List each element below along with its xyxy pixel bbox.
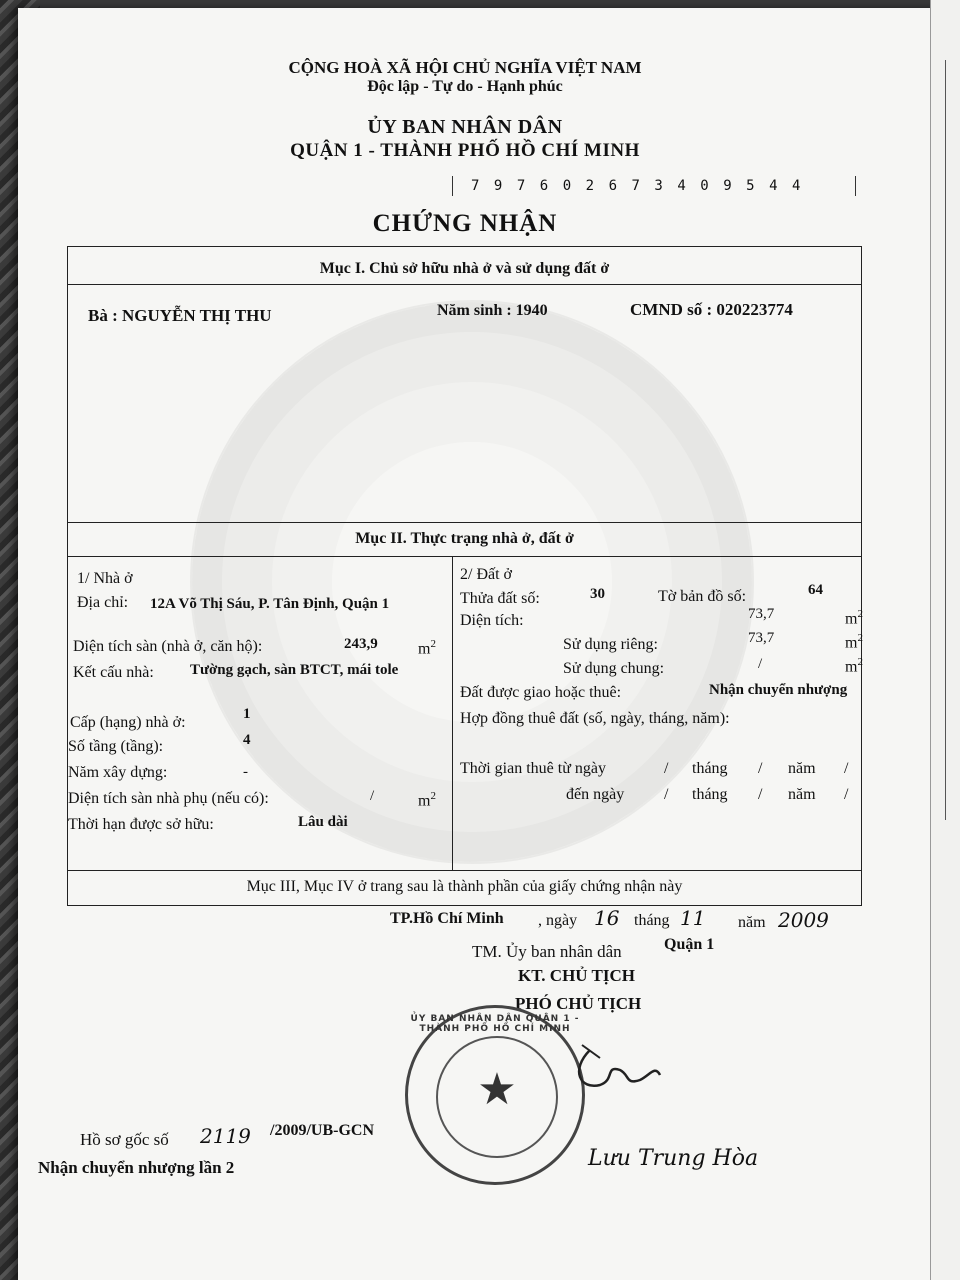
signer-role-2: PHÓ CHỦ TỊCH	[515, 994, 642, 1013]
aux-area-label: Diện tích sàn nhà phụ (nếu có):	[68, 790, 269, 807]
divider	[67, 556, 862, 557]
map-sheet-value: 64	[808, 582, 823, 598]
lease-to-month: /	[758, 786, 763, 803]
lease-from-month: /	[758, 760, 763, 777]
authority-district: QUẬN 1 - THÀNH PHỐ HỒ CHÍ MINH	[290, 140, 640, 161]
parcel-value: 30	[590, 586, 605, 602]
structure-label: Kết cấu nhà:	[73, 664, 154, 681]
section-1-heading: Mục I. Chủ sở hữu nhà ở và sử dụng đất ở	[319, 260, 610, 277]
lease-to-month-label: tháng	[692, 786, 728, 803]
sign-month: 11	[680, 906, 706, 930]
adjacent-page	[930, 0, 960, 1280]
year-built-value: -	[243, 764, 248, 780]
record-number: 2119	[200, 1124, 251, 1148]
district-label: Quận 1	[664, 936, 715, 953]
divider	[67, 870, 862, 871]
document-title: CHỨNG NHẬN	[372, 210, 558, 237]
private-use-value: 73,7	[748, 630, 775, 646]
grade-label: Cấp (hạng) nhà ở:	[70, 714, 186, 731]
country-name: CỘNG HOÀ XÃ HỘI CHỦ NGHĨA VIỆT NAM	[288, 58, 642, 77]
birth-year: Năm sinh : 1940	[437, 302, 548, 319]
land-area-value: 73,7	[748, 606, 775, 622]
lease-to-year: /	[844, 786, 849, 803]
lease-to-year-label: năm	[788, 786, 816, 803]
lease-from-month-label: tháng	[692, 760, 728, 777]
day-label: , ngày	[538, 912, 578, 929]
land-area-unit: $m^2$	[845, 608, 863, 628]
authority-name: ỦY BAN NHÂN DÂN	[367, 116, 563, 138]
address-value: 12A Võ Thị Sáu, P. Tân Định, Quận 1	[150, 596, 390, 612]
storeys-label: Số tầng (tầng):	[68, 738, 164, 755]
section-2-heading: Mục II. Thực trạng nhà ở, đất ở	[355, 530, 574, 547]
ownership-term-label: Thời hạn được sở hữu:	[68, 816, 214, 833]
signer-name: Lưu Trung Hòa	[588, 1146, 759, 1171]
address-label: Địa chỉ:	[77, 594, 129, 611]
divider	[67, 522, 862, 523]
lease-from-year-label: năm	[788, 760, 816, 777]
shared-use-value: /	[758, 656, 763, 672]
year-label: năm	[738, 914, 766, 931]
allocation-label: Đất được giao hoặc thuê:	[460, 684, 622, 701]
id-number: CMND số : 020223774	[630, 300, 793, 319]
on-behalf-label: TM. Ủy ban nhân dân	[472, 942, 622, 961]
divider	[67, 284, 862, 285]
lease-from-year: /	[844, 760, 849, 777]
serial-number: 797602673409544	[452, 176, 856, 196]
national-motto: Độc lập - Tự do - Hạnh phúc	[367, 78, 563, 95]
floor-area-label: Diện tích sàn (nhà ở, căn hộ):	[73, 638, 263, 655]
land-area-label: Diện tích:	[460, 612, 524, 629]
year-built-label: Năm xây dựng:	[68, 764, 168, 781]
month-label: tháng	[634, 912, 670, 929]
lease-to-label: đến ngày	[566, 786, 625, 803]
aux-area-unit: $m^2$	[418, 790, 436, 810]
shared-use-label: Sử dụng chung:	[563, 660, 665, 677]
map-sheet-label: Tờ bản đồ số:	[658, 588, 747, 605]
transfer-note: Nhận chuyển nhượng lần 2	[38, 1158, 235, 1177]
structure-value: Tường gạch, sàn BTCT, mái tole	[190, 662, 399, 678]
lease-to-day: /	[664, 786, 669, 803]
private-use-label: Sử dụng riêng:	[563, 636, 658, 653]
signature-mark	[560, 1030, 670, 1100]
shared-use-unit: $m^2$	[845, 656, 863, 676]
sign-day: 16	[594, 906, 620, 930]
house-title: 1/ Nhà ở	[77, 570, 133, 587]
storeys-value: 4	[243, 732, 251, 748]
ownership-term-value: Lâu dài	[298, 814, 348, 830]
floor-area-unit: $m^2$	[418, 638, 436, 658]
divider	[452, 556, 453, 870]
signer-role-1: KT. CHỦ TỊCH	[518, 966, 635, 985]
footer-note: Mục III, Mục IV ở trang sau là thành phần của giấy chứng nhận này	[246, 878, 683, 895]
parcel-label: Thửa đất số:	[460, 590, 540, 607]
aux-area-value: /	[370, 788, 375, 804]
lease-contract-label: Hợp đồng thuê đất (số, ngày, tháng, năm):	[460, 710, 730, 727]
owner-name: Bà : NGUYỄN THỊ THU	[88, 306, 272, 325]
lease-from-day: /	[664, 760, 669, 777]
seal-text: ỦY BAN NHÂN DÂN QUẬN 1 - THÀNH PHỐ HỒ CHÍ MINH	[410, 1014, 580, 1034]
land-title: 2/ Đất ở	[460, 566, 513, 583]
lease-from-label: Thời gian thuê từ ngày	[460, 760, 606, 777]
star-icon: ★	[477, 1065, 517, 1114]
allocation-value: Nhận chuyển nhượng	[709, 682, 848, 698]
private-use-unit: $m^2$	[845, 632, 863, 652]
record-suffix: /2009/UB-GCN	[270, 1122, 374, 1139]
floor-area-value: 243,9	[344, 636, 378, 652]
signing-place: TP.Hồ Chí Minh	[390, 910, 504, 927]
record-label: Hồ sơ gốc số	[80, 1130, 169, 1149]
grade-value: 1	[243, 706, 251, 722]
official-seal	[405, 1005, 585, 1185]
sign-year: 2009	[778, 908, 829, 932]
